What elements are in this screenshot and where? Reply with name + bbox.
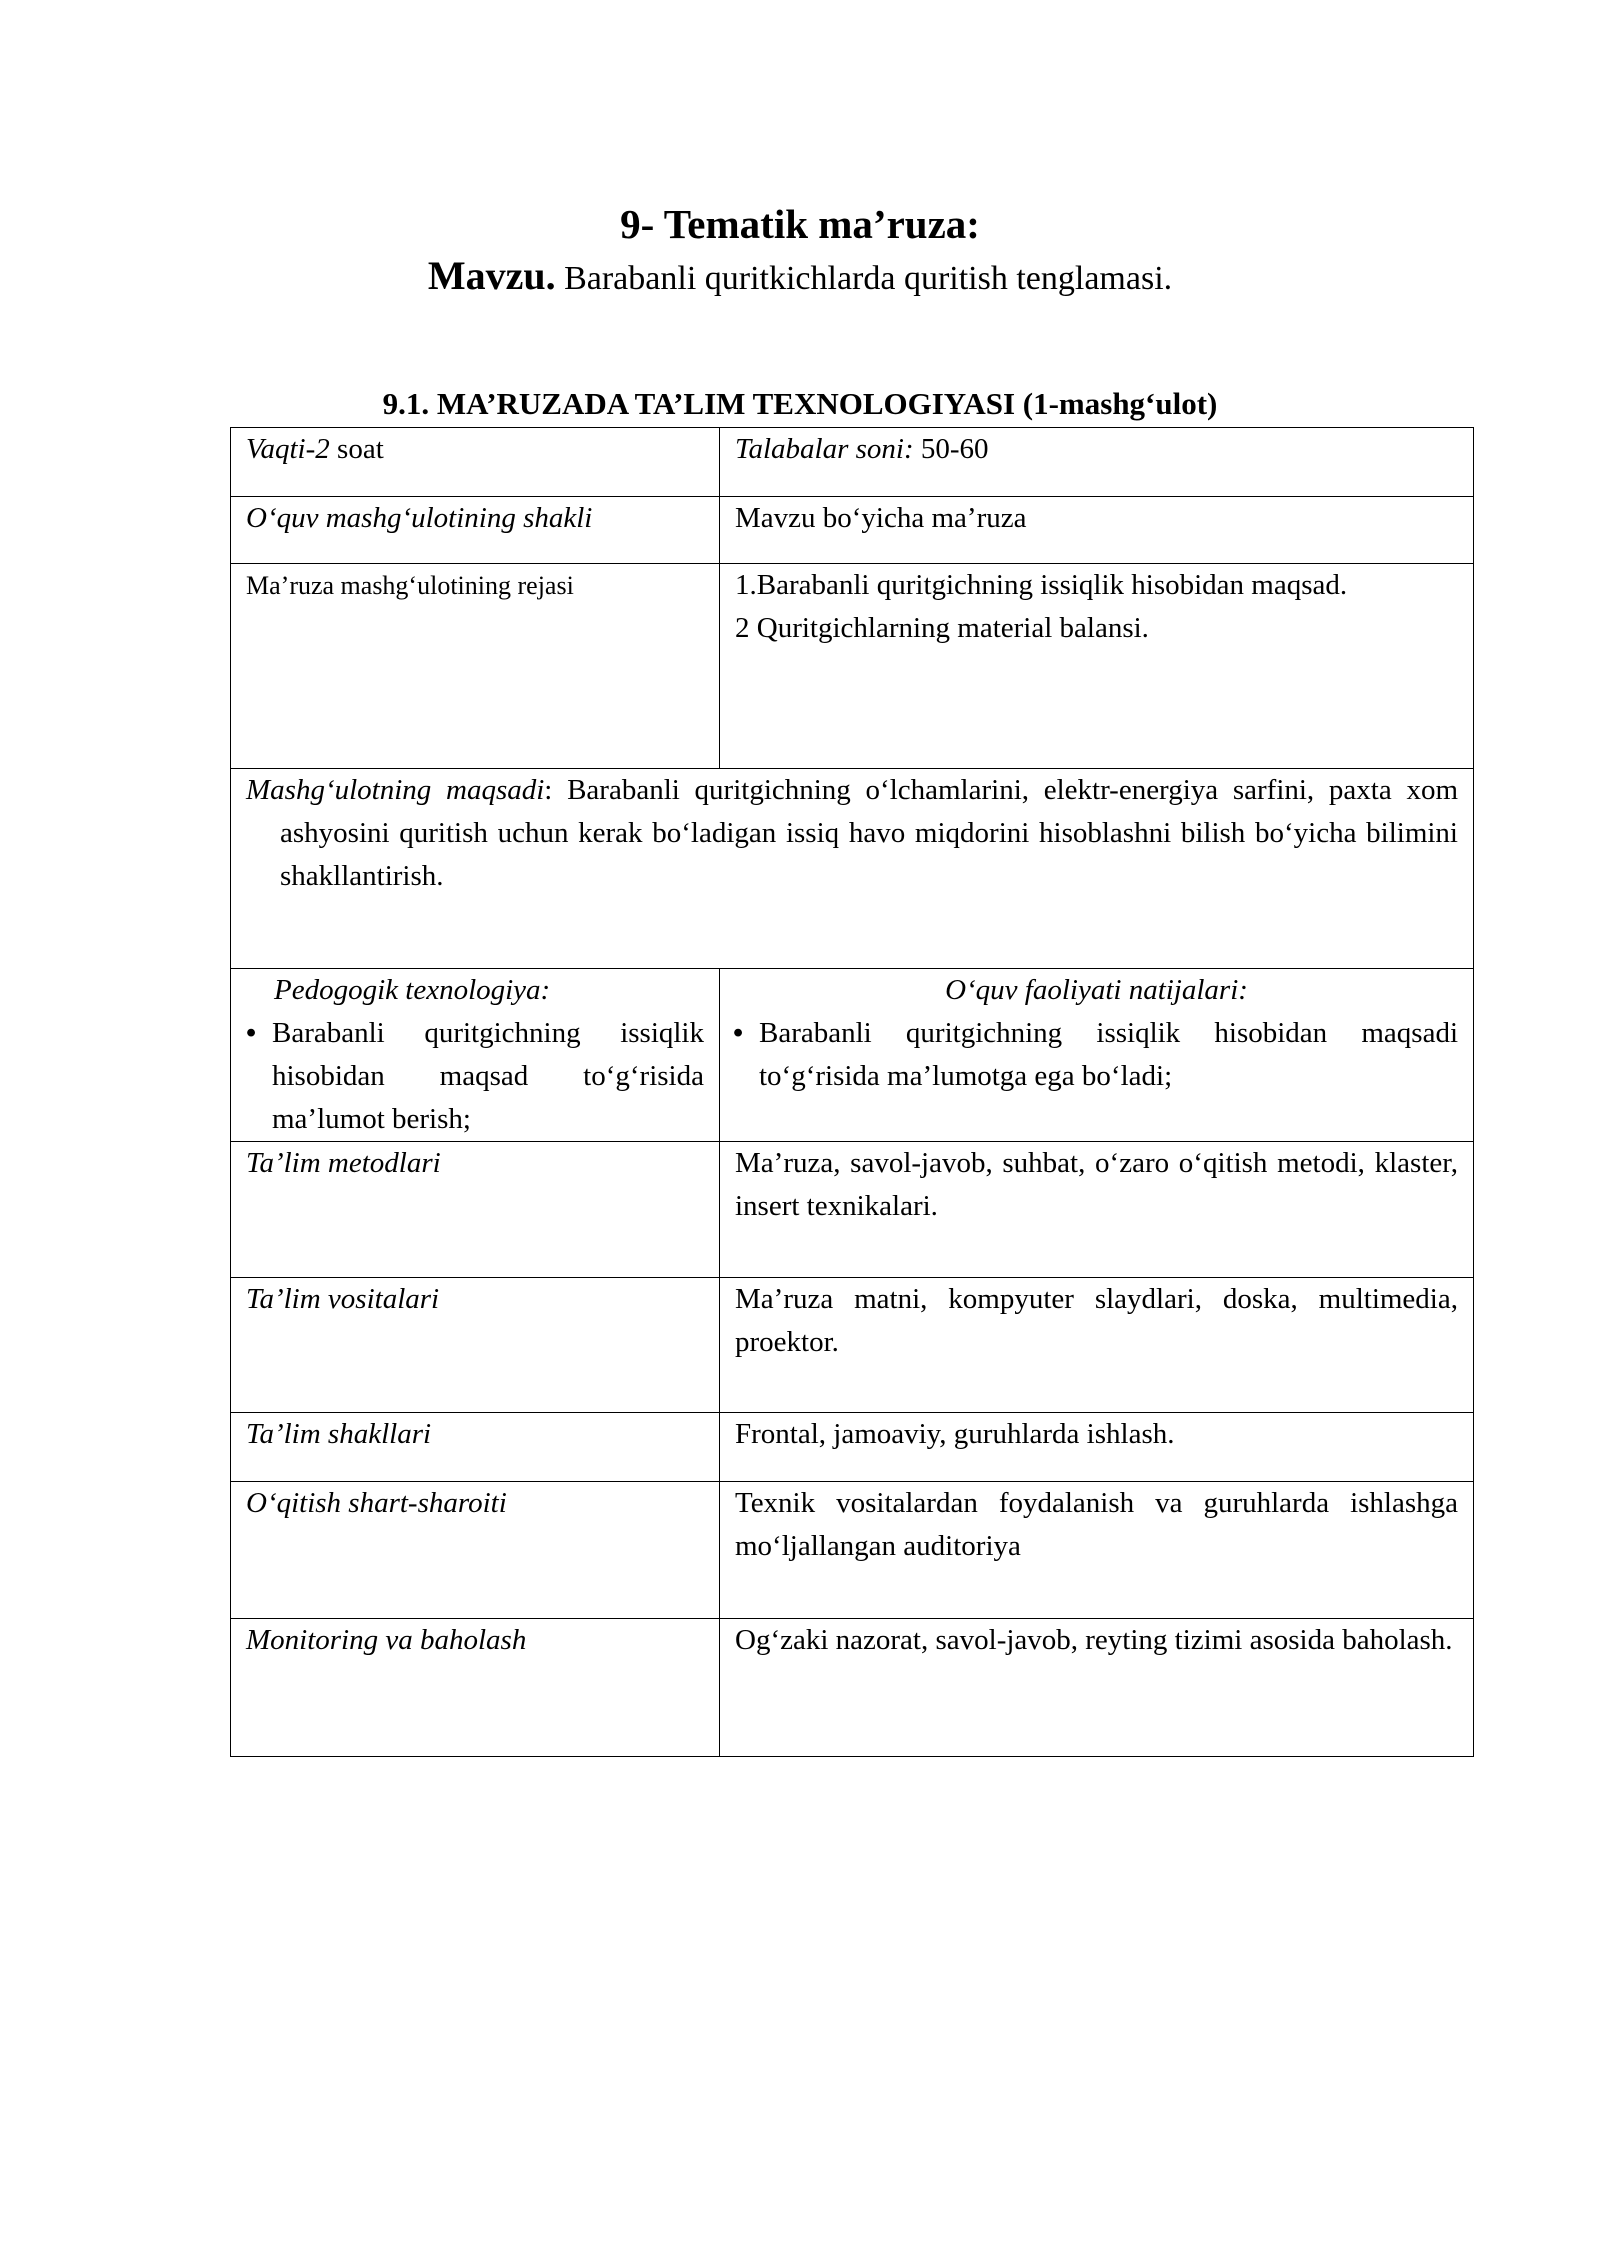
table-row [231, 564, 1474, 769]
conditions-value: Texnik vositalardan foydalanish va guruhlarda ishlashga mo‘ljallangan auditoriya [720, 1482, 1474, 1619]
time-unit: soat [329, 433, 384, 465]
students-value: 50-60 [913, 433, 989, 465]
section-title: 9.1. MA’RUZADA TA’LIM TEXNOLOGIYASI (1-mashg‘ulot) [382, 386, 1218, 421]
table-row [231, 497, 1474, 564]
monitoring-label: Monitoring va baholash [231, 1619, 720, 1757]
topic-text: Barabanli quritkichlarda quritish tenglamasi. [555, 260, 1173, 297]
time-label: Vaqti-2 [246, 433, 330, 465]
table-row [231, 1142, 1474, 1278]
bullet: • [246, 1017, 257, 1049]
conditions-label: O‘qitish shart-sharoiti [231, 1482, 720, 1619]
plan-cell [720, 564, 1474, 769]
pedagogy-item [246, 1012, 704, 1141]
outcomes-item-text: Barabanli quritgichning issiqlik hisobidan maqsadi to‘g‘risida ma’lumotga ega bo‘ladi; [759, 1017, 1458, 1092]
goal-colon: : [544, 774, 553, 806]
pedagogy-header: Pedogogik texnologiya: [274, 974, 551, 1006]
methods-value: Ma’ruza, savol-javob, suhbat, o‘zaro o‘qitish metodi, klaster, insert texnikalari. [720, 1142, 1474, 1278]
students-label: Talabalar soni: [735, 433, 914, 465]
goal-text: Barabanli quritgichning o‘lchamlarini, elektr-energiya sarfini, paxta xom ashyosini quritish uchun kerak bo‘ladigan issiq havo miqdorini hisoblashni bilish bo‘yicha bilimini shakllantirish. [280, 774, 1458, 892]
pedagogy-cell [231, 969, 720, 1142]
lecture-title: 9- Tematik ma’ruza: [620, 201, 980, 247]
topic-line [0, 252, 1600, 299]
tools-label: Ta’lim vositalari [231, 1278, 720, 1413]
pedagogy-item-text: Barabanli quritgichning issiqlik hisobidan maqsad to‘g‘risida ma’lumot berish; [272, 1017, 704, 1135]
table-row [231, 969, 1474, 1142]
goal-label: Mashg‘ulotning maqsadi [246, 774, 545, 806]
tools-value: Ma’ruza matni, kompyuter slaydlari, doska, multimedia, proektor. [720, 1278, 1474, 1413]
table-row [231, 428, 1474, 497]
bullet: • [733, 1017, 744, 1049]
monitoring-value: Og‘zaki nazorat, savol-javob, reyting tizimi asosida baholash. [720, 1619, 1474, 1757]
methods-label: Ta’lim metodlari [231, 1142, 720, 1278]
form-value: Mavzu bo‘yicha ma’ruza [720, 497, 1474, 564]
table-row [231, 1278, 1474, 1413]
time-cell [231, 428, 720, 497]
outcomes-header: O‘quv faoliyati natijalari: [945, 974, 1248, 1006]
table-row [231, 1482, 1474, 1619]
outcomes-cell [720, 969, 1474, 1142]
table-row [231, 1413, 1474, 1482]
goal-cell [231, 769, 1474, 969]
plan-item-2: 2 Quritgichlarning material balansi. [735, 612, 1149, 644]
outcomes-item [735, 1012, 1458, 1098]
plan-item-1: 1.Barabanli quritgichning issiqlik hisobidan maqsad. [735, 569, 1348, 601]
form-label: O‘quv mashg‘ulotining shakli [231, 497, 720, 564]
topic-label: Mavzu. [427, 253, 556, 298]
table-row [231, 769, 1474, 969]
forms-value: Frontal, jamoaviy, guruhlarda ishlash. [720, 1413, 1474, 1482]
technology-table [230, 427, 1474, 1757]
plan-label: Ma’ruza mashg‘ulotining rejasi [231, 564, 720, 769]
table-row [231, 1619, 1474, 1757]
forms-label: Ta’lim shakllari [231, 1413, 720, 1482]
students-cell [720, 428, 1474, 497]
